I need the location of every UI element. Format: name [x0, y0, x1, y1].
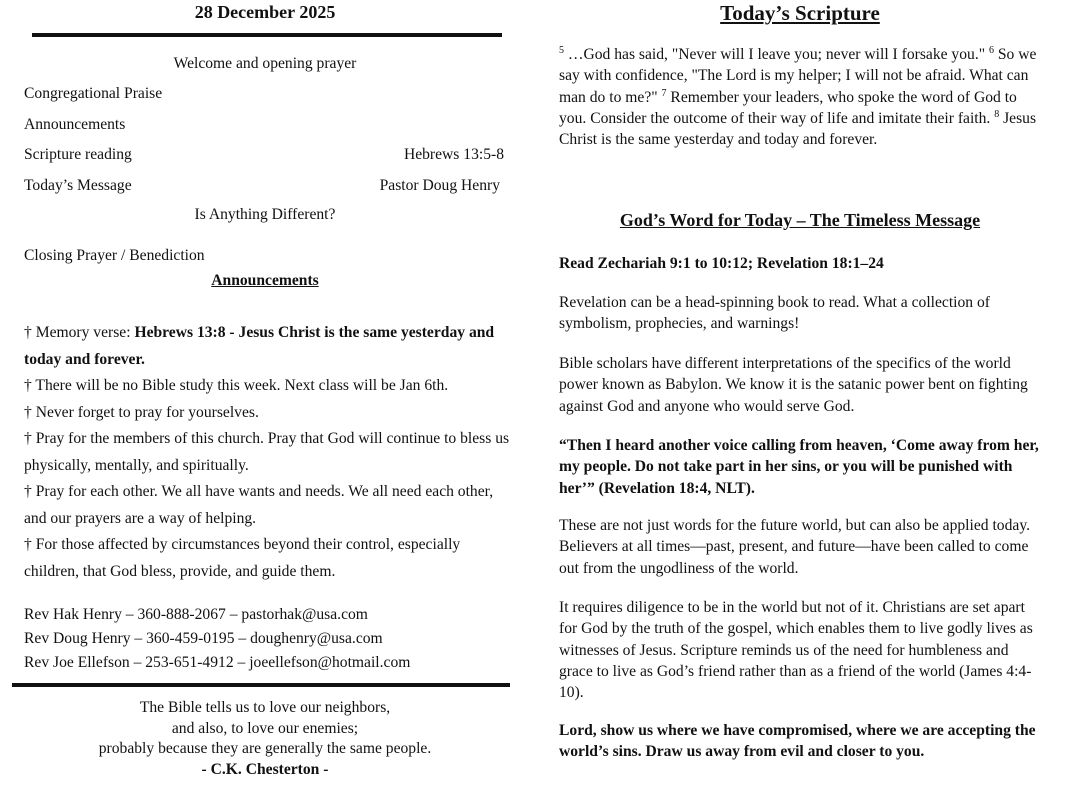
- announcement-item: † There will be no Bible study this week. Next class will be Jan 6th.: [24, 377, 449, 394]
- contact-joe-ellefson: Rev Joe Ellefson – 253-651-4912 – joeellefson@hotmail.com: [24, 654, 411, 671]
- footer-divider: [12, 683, 510, 687]
- contact-doug-henry: Rev Doug Henry – 360-459-0195 – doughenry@usa.com: [24, 630, 383, 647]
- service-message-title: Is Anything Different?: [194, 206, 336, 223]
- announcements-heading: Announcements: [211, 272, 319, 289]
- quote-line: and also, to love our enemies;: [171, 719, 359, 737]
- devotional-paragraph: Bible scholars have different interpretations of the specifics of the world power known as Babylon. We know it is the satanic power bent on fighting against God and anyone who would serve God.: [559, 355, 1028, 415]
- service-scripture-ref: Hebrews 13:5-8: [403, 146, 504, 163]
- memory-verse: Hebrews 13:8 - Jesus Christ is the same yesterday and today and forever.: [24, 324, 495, 368]
- devotional-reading: Read Zechariah 9:1 to 10:12; Revelation 18:1–24: [559, 255, 884, 272]
- service-message-speaker: Pastor Doug Henry: [379, 177, 500, 194]
- verse-number: 5: [559, 45, 564, 56]
- service-welcome: Welcome and opening prayer: [173, 55, 357, 72]
- memory-verse-item: † Memory verse: Hebrews 13:8 - Jesus Christ is the same yesterday and today and forever.: [24, 324, 495, 368]
- announcement-item: † Never forget to pray for yourselves.: [24, 403, 259, 421]
- quote-line: probably because they are generally the same people.: [98, 740, 432, 757]
- bulletin-date: 28 December 2025: [194, 2, 336, 22]
- header-divider: [32, 33, 502, 37]
- verse-number: 7: [661, 87, 667, 99]
- announcement-item: † Pray for each other. We all have wants and needs. We all need each other, and our prayers are a way of helping.: [24, 483, 494, 527]
- verse-number: 6: [988, 45, 994, 56]
- devotional-heading: God’s Word for Today – The Timeless Message: [619, 210, 981, 230]
- devotional-quote: “Then I heard another voice calling from heaven, ‘Come away from her, my people. Do not take part in her sins, or you will be punished with her’” (Revelation 18:4, NLT).: [559, 437, 1039, 497]
- service-scripture-label: Scripture reading: [24, 146, 132, 163]
- scripture-heading: Today’s Scripture: [720, 1, 880, 25]
- service-announcements: Announcements: [24, 116, 126, 133]
- devotional-paragraph: It requires diligence to be in the world but not of it. Christians are set apart for God by the truth of the gospel, which enables them to live godly lives as witnesses of Jesus. Scripture reminds us of the need for humbleness and grace to live as God’s friend rather than as a friend of the world (James 4:4-10).: [559, 599, 1033, 702]
- quote-author: - C.K. Chesterton -: [201, 760, 329, 778]
- service-closing: Closing Prayer / Benediction: [24, 247, 205, 264]
- devotional-paragraph: These are not just words for the future world, but can also be applied today. Believers at all times—past, present, and future—have been called to come out from the ungodliness of the world.: [559, 517, 1030, 577]
- devotional-paragraph: Revelation can be a head-spinning book to read. What a collection of symbolism, prophecies, and warnings!: [559, 294, 990, 333]
- scripture-passage: $^5$ …God has said, "Never will I leave you; never will I forsake you." $^6$ So we say with confidence, "The Lord is my helper; I will not be afraid. What can man do to me?" $^7$ Remember your leaders, who spoke the word of God to you. Consider the outcome of their way of life and imitate their faith. $^8$ Jesus Christ is the same yesterday and today and forever.: [559, 45, 1037, 149]
- announcement-item: † For those affected by circumstances beyond their control, especially children, that God bless, provide, and guide them.: [24, 536, 461, 580]
- announcement-item: † Pray for the members of this church. Pray that God will continue to bless us physically, mentally, and spiritually.: [24, 430, 510, 474]
- contact-list: [24, 603, 410, 675]
- announcements-list: [24, 320, 514, 585]
- contact-hak-henry: Rev Hak Henry – 360-888-2067 – pastorhak@usa.com: [24, 606, 368, 623]
- verse-number: 8: [994, 108, 1000, 120]
- service-message-label: Today’s Message: [24, 177, 132, 194]
- devotional-prayer: Lord, show us where we have compromised, where we are accepting the world’s sins. Draw us away from evil and closer to you.: [559, 722, 1036, 761]
- chesterton-quote: [12, 698, 518, 780]
- service-praise: Congregational Praise: [24, 85, 163, 102]
- quote-line: The Bible tells us to love our neighbors,: [139, 699, 391, 716]
